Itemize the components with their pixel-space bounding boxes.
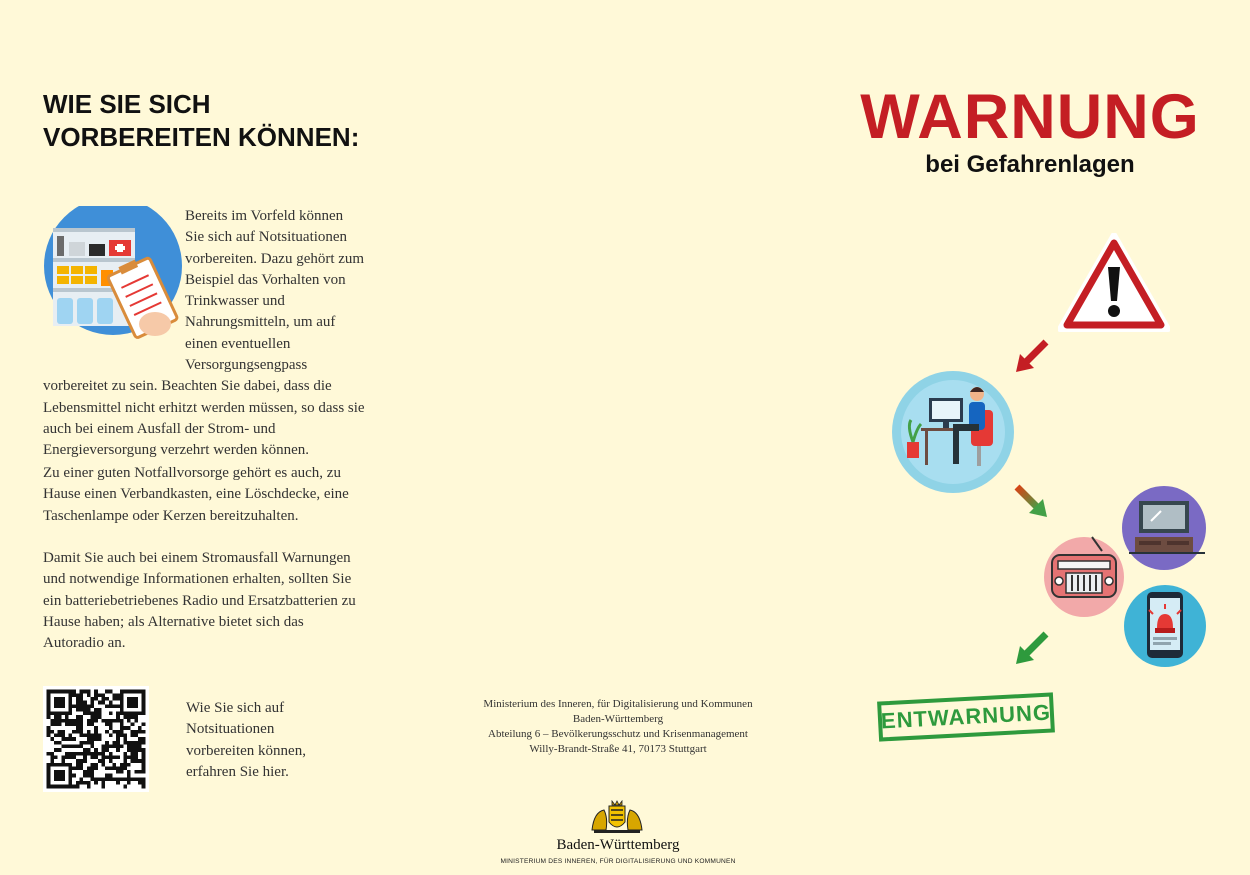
warning-subtitle: bei Gefahrenlagen <box>925 151 1135 178</box>
paragraph-radio: Damit Sie auch bei einem Stromausfall Warnungen und notwendige Informationen erhalten, sollten Sie ein batteriebetriebenes Radio und Ersatzbatterien zu Hause haben; als Alternative bietet sich das Autoradio an. <box>43 550 356 652</box>
paragraph-first-aid: Zu einer guten Notfallvorsorge gehört es auch, zu Hause einen Verbandkasten, eine Löschdecke, eine Taschenlampe oder Kerzen bereitzuhalten. <box>43 465 349 524</box>
all-clear-stamp <box>876 691 1056 743</box>
address-line: Baden-Württemberg <box>572 713 664 725</box>
paragraph-1-text: Bereits im Vorfeld können Sie sich auf Notsituationen vorbereiten. Dazu gehört zum Beispiel das Vorhalten von Trinkwasser und Nahrungsmitteln, um auf einen eventuellen Versorgungsengpass vorbereitet zu sein. Beachten Sie dabei, dass die Lebensmittel nicht erhitzt werden müssen, so dass sie auch bei einem Ausfall der Strom- und Energieversorgung verzehrt werden können. <box>43 208 365 459</box>
supplies-shelf-icon <box>43 206 185 358</box>
arrow-icon <box>1013 483 1051 521</box>
paragraph-preparation <box>43 206 365 462</box>
smartphone-alert-icon <box>1123 584 1207 668</box>
address-line: Abteilung 6 – Bevölkerungsschutz und Krisenmanagement <box>488 728 748 740</box>
computer-user-icon <box>891 370 1015 494</box>
warning-triangle-icon <box>1058 233 1170 333</box>
ministry-address <box>450 697 786 757</box>
coat-of-arms-icon <box>590 800 644 836</box>
section-title: WIE SIE SICH VORBEREITEN KÖNNEN: <box>43 89 360 152</box>
warning-title: WARNUNG <box>860 82 1200 152</box>
state-name: Baden-Württemberg <box>556 837 680 853</box>
ministry-small-caption: MINISTERIUM DES INNEREN, FÜR DIGITALISIERUNG UND KOMMUNEN <box>500 858 736 865</box>
address-line: Willy-Brandt-Straße 41, 70173 Stuttgart <box>529 743 707 755</box>
qr-caption: Wie Sie sich auf Notsituationen vorbereiten können, erfahren Sie hier. <box>186 700 306 780</box>
arrow-icon <box>1012 630 1050 668</box>
arrow-icon <box>1012 338 1050 376</box>
qr-code-icon[interactable] <box>43 686 149 792</box>
address-line: Ministerium des Inneren, für Digitalisierung und Kommunen <box>483 698 753 710</box>
television-icon <box>1121 485 1207 571</box>
radio-icon <box>1042 531 1126 617</box>
all-clear-label: ENTWARNUNG <box>880 699 1052 734</box>
